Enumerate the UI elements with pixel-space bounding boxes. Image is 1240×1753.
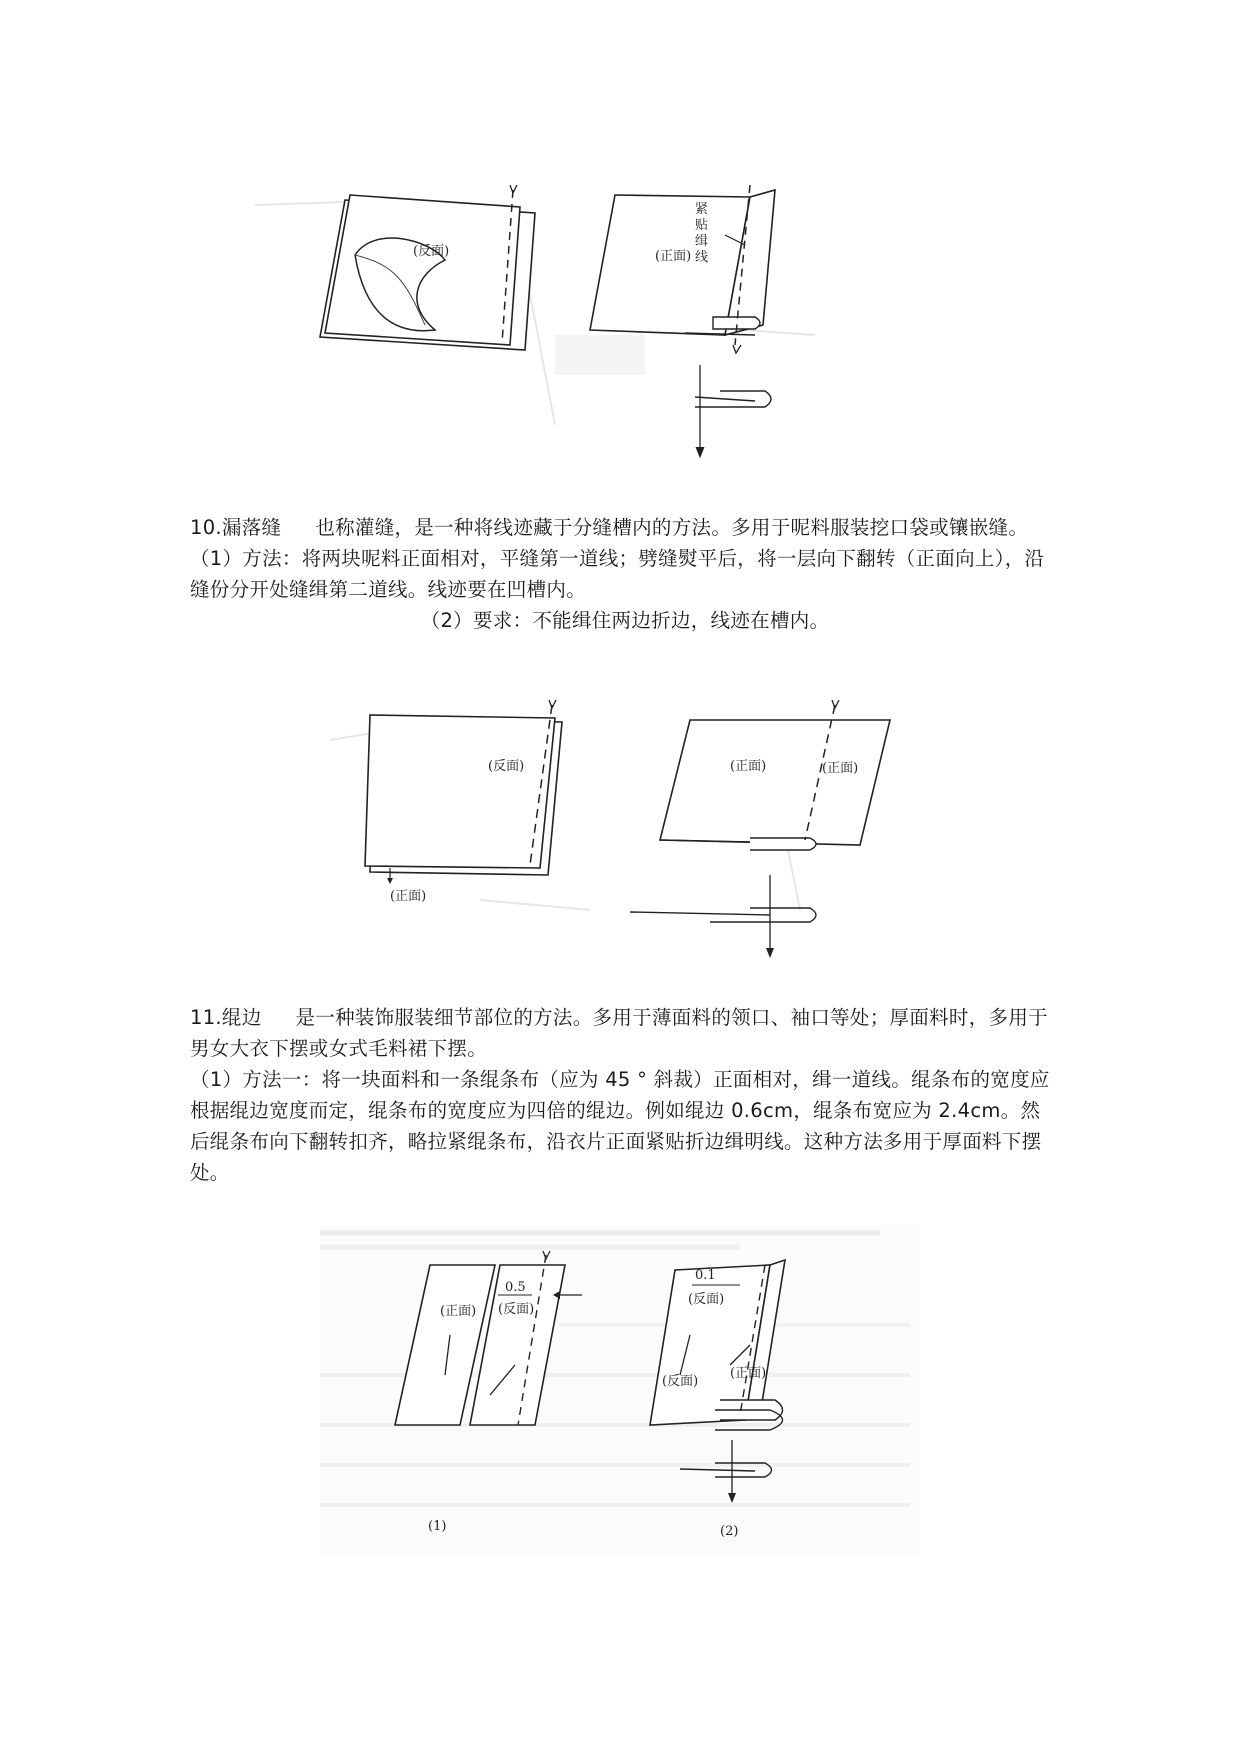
cross-section-2	[630, 875, 816, 958]
section-10-description: 也称灌缝，是一种将线迹藏于分缝槽内的方法。多用于呢料服装挖口袋或镶嵌缝。	[315, 516, 1029, 539]
section-11-description: 是一种装饰服装细节部位的方法。多用于薄面料的领口、袖口等处；厚面料时，多用于男女大衣下摆或女式毛料裙下摆。	[190, 1006, 1048, 1060]
left-label-back-2: (反面)	[488, 759, 525, 774]
svg-text:缉: 缉	[695, 234, 709, 249]
svg-text:线: 线	[695, 250, 709, 265]
right-label-front: (正面)	[655, 249, 692, 264]
section-11-method-1: （1）方法一：将一块面料和一条绲条布（应为 45 ° 斜裁）正面相对，缉一道线。绲条布的宽度应根据绲边宽度而定，绲条布的宽度应为四倍的绲边。例如绲边 0.6cm，绲条布宽应为 2.4cm。然后绲条布向下翻转扣齐，略拉紧绲条布，沿衣片正面紧贴折边缉明线。这种方法多用于厚面料下摆处。	[190, 1068, 1050, 1184]
section-10-method: （1）方法：将两块呢料正面相对，平缝第一道线；劈缝熨平后，将一层向下翻转（正面向上），沿缝份分开处缝缉第二道线。线迹要在凹槽内。	[190, 547, 1045, 601]
section-10-term: 10.漏落缝	[190, 516, 282, 539]
svg-text:紧: 紧	[695, 202, 709, 217]
step-2-label-back: (反面)	[662, 1374, 699, 1389]
step-1-caption: (1)	[428, 1519, 447, 1534]
figure-1-seam-diagram	[255, 185, 915, 475]
step-1-dim: 0.5	[505, 1280, 526, 1295]
right-label-front-2: (正面)	[730, 759, 767, 774]
right-label-fold-2: (正面)	[822, 761, 859, 776]
cross-section-1	[695, 365, 771, 457]
svg-text:贴: 贴	[695, 218, 709, 233]
left-label-back: (反面)	[413, 244, 450, 259]
left-fabric-sheets	[320, 185, 535, 350]
step-2-dim: 0.1	[695, 1268, 716, 1283]
right-fabric-sheets	[590, 185, 775, 353]
section-10-requirement: （2）要求：不能缉住两边折边，线迹在槽内。	[420, 609, 830, 632]
step-2-caption: (2)	[720, 1524, 739, 1539]
figure-3-binding-diagram	[320, 1225, 920, 1555]
step-2-label-front: (正面)	[730, 1366, 767, 1381]
right-fabric-sheets-2	[660, 700, 890, 850]
section-10	[190, 512, 1060, 636]
figure-2-seam-diagram	[330, 700, 960, 965]
section-11	[190, 1002, 1060, 1188]
step-1-label-front: (正面)	[440, 1304, 477, 1319]
left-fabric-sheets-2	[365, 700, 562, 904]
left-label-front-2: (正面)	[390, 889, 427, 904]
step-1-label-back: (反面)	[498, 1302, 535, 1317]
section-11-term: 11.绲边	[190, 1006, 262, 1029]
step-2-label-back-top: (反面)	[688, 1292, 725, 1307]
